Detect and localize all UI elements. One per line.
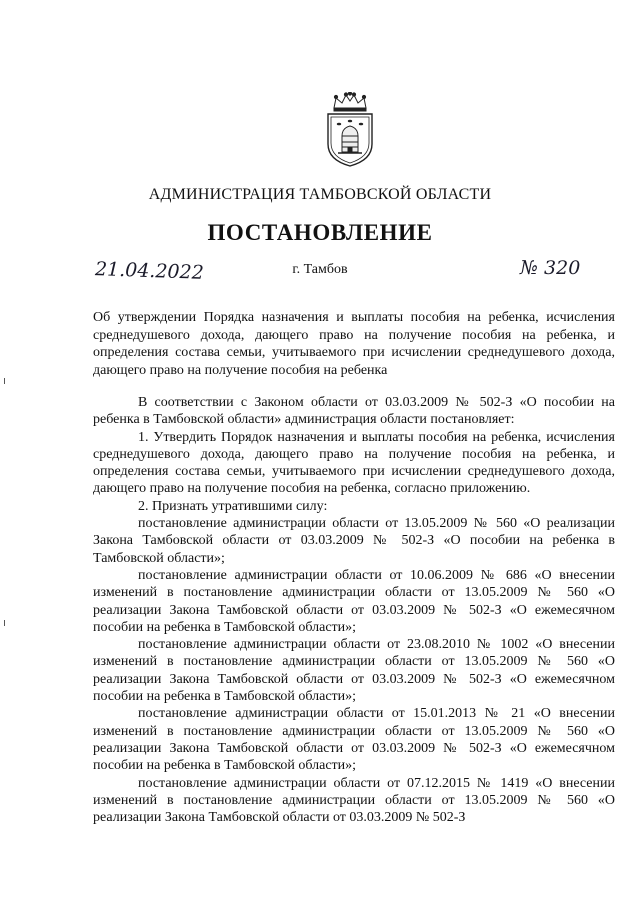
document-type-title: ПОСТАНОВЛЕНИЕ: [207, 220, 433, 245]
repealed-item: постановление администрации области от 15.01.2013 № 21 «О внесении изменений в постановление администрации области от 13.05.2009 № 560 «О реализации Закона Тамбовской области от 03.03.2009 № 502-З «О ежемесячном пособии на ребенка в Тамбовской области»;: [93, 706, 615, 774]
handwritten-number: № 320: [520, 257, 581, 279]
document-subject: Об утверждении Порядка назначения и выплаты пособия на ребенка, исчисления среднедушевого дохода, дающего право на получение пособия на ребенка, и определения состава семьи, учитываемого при исчислении среднедушевого дохода, дающего право на получение пособия на ребенка: [93, 310, 615, 378]
city-label: г. Тамбов: [292, 262, 348, 277]
item-1-paragraph: 1. Утвердить Порядок назначения и выплаты пособия на ребенка, исчисления среднедушевого дохода, дающего право на получение пособия на ребенка, и определения состава семьи, учитываемого при исчислении среднедушевого дохода, дающего право на получение пособия на ребенка, согласно приложению.: [93, 429, 615, 497]
handwritten-date: 21.04.2022: [94, 258, 205, 284]
repealed-item: постановление администрации области от 23.08.2010 № 1002 «О внесении изменений в постановление администрации области от 13.05.2009 № 560 «О реализации Закона Тамбовской области от 03.03.2009 № 502-З «О ежемесячном пособии на ребенка в Тамбовской области»;: [93, 637, 615, 705]
scan-margin-mark: [4, 620, 5, 626]
scan-margin-mark: [4, 378, 5, 384]
document-body: [93, 394, 615, 826]
repealed-item: постановление администрации области от 07.12.2015 № 1419 «О внесении изменений в постановление администрации области от 13.05.2009 № 560 «О реализации Закона Тамбовской области от 03.03.2009 № 502-З: [93, 775, 615, 826]
item-2-heading: 2. Признать утратившими силу:: [138, 498, 328, 514]
preamble-paragraph: В соответствии с Законом области от 03.03.2009 № 502-З «О пособии на ребенка в Тамбовской области» администрация области постановляет:: [93, 395, 615, 428]
repealed-item: постановление администрации области от 13.05.2009 № 560 «О реализации Закона Тамбовской области от 03.03.2009 № 502-З «О пособии на ребенка в Тамбовской области»;: [93, 516, 615, 566]
organization-name: АДМИНИСТРАЦИЯ ТАМБОВСКОЙ ОБЛАСТИ: [148, 186, 492, 203]
coat-of-arms-icon: [322, 92, 378, 168]
repealed-item: постановление администрации области от 10.06.2009 № 686 «О внесении изменений в постановление администрации области от 13.05.2009 № 560 «О реализации Закона Тамбовской области от 03.03.2009 № 502-З «О ежемесячном пособии на ребенка в Тамбовской области»;: [93, 567, 615, 635]
